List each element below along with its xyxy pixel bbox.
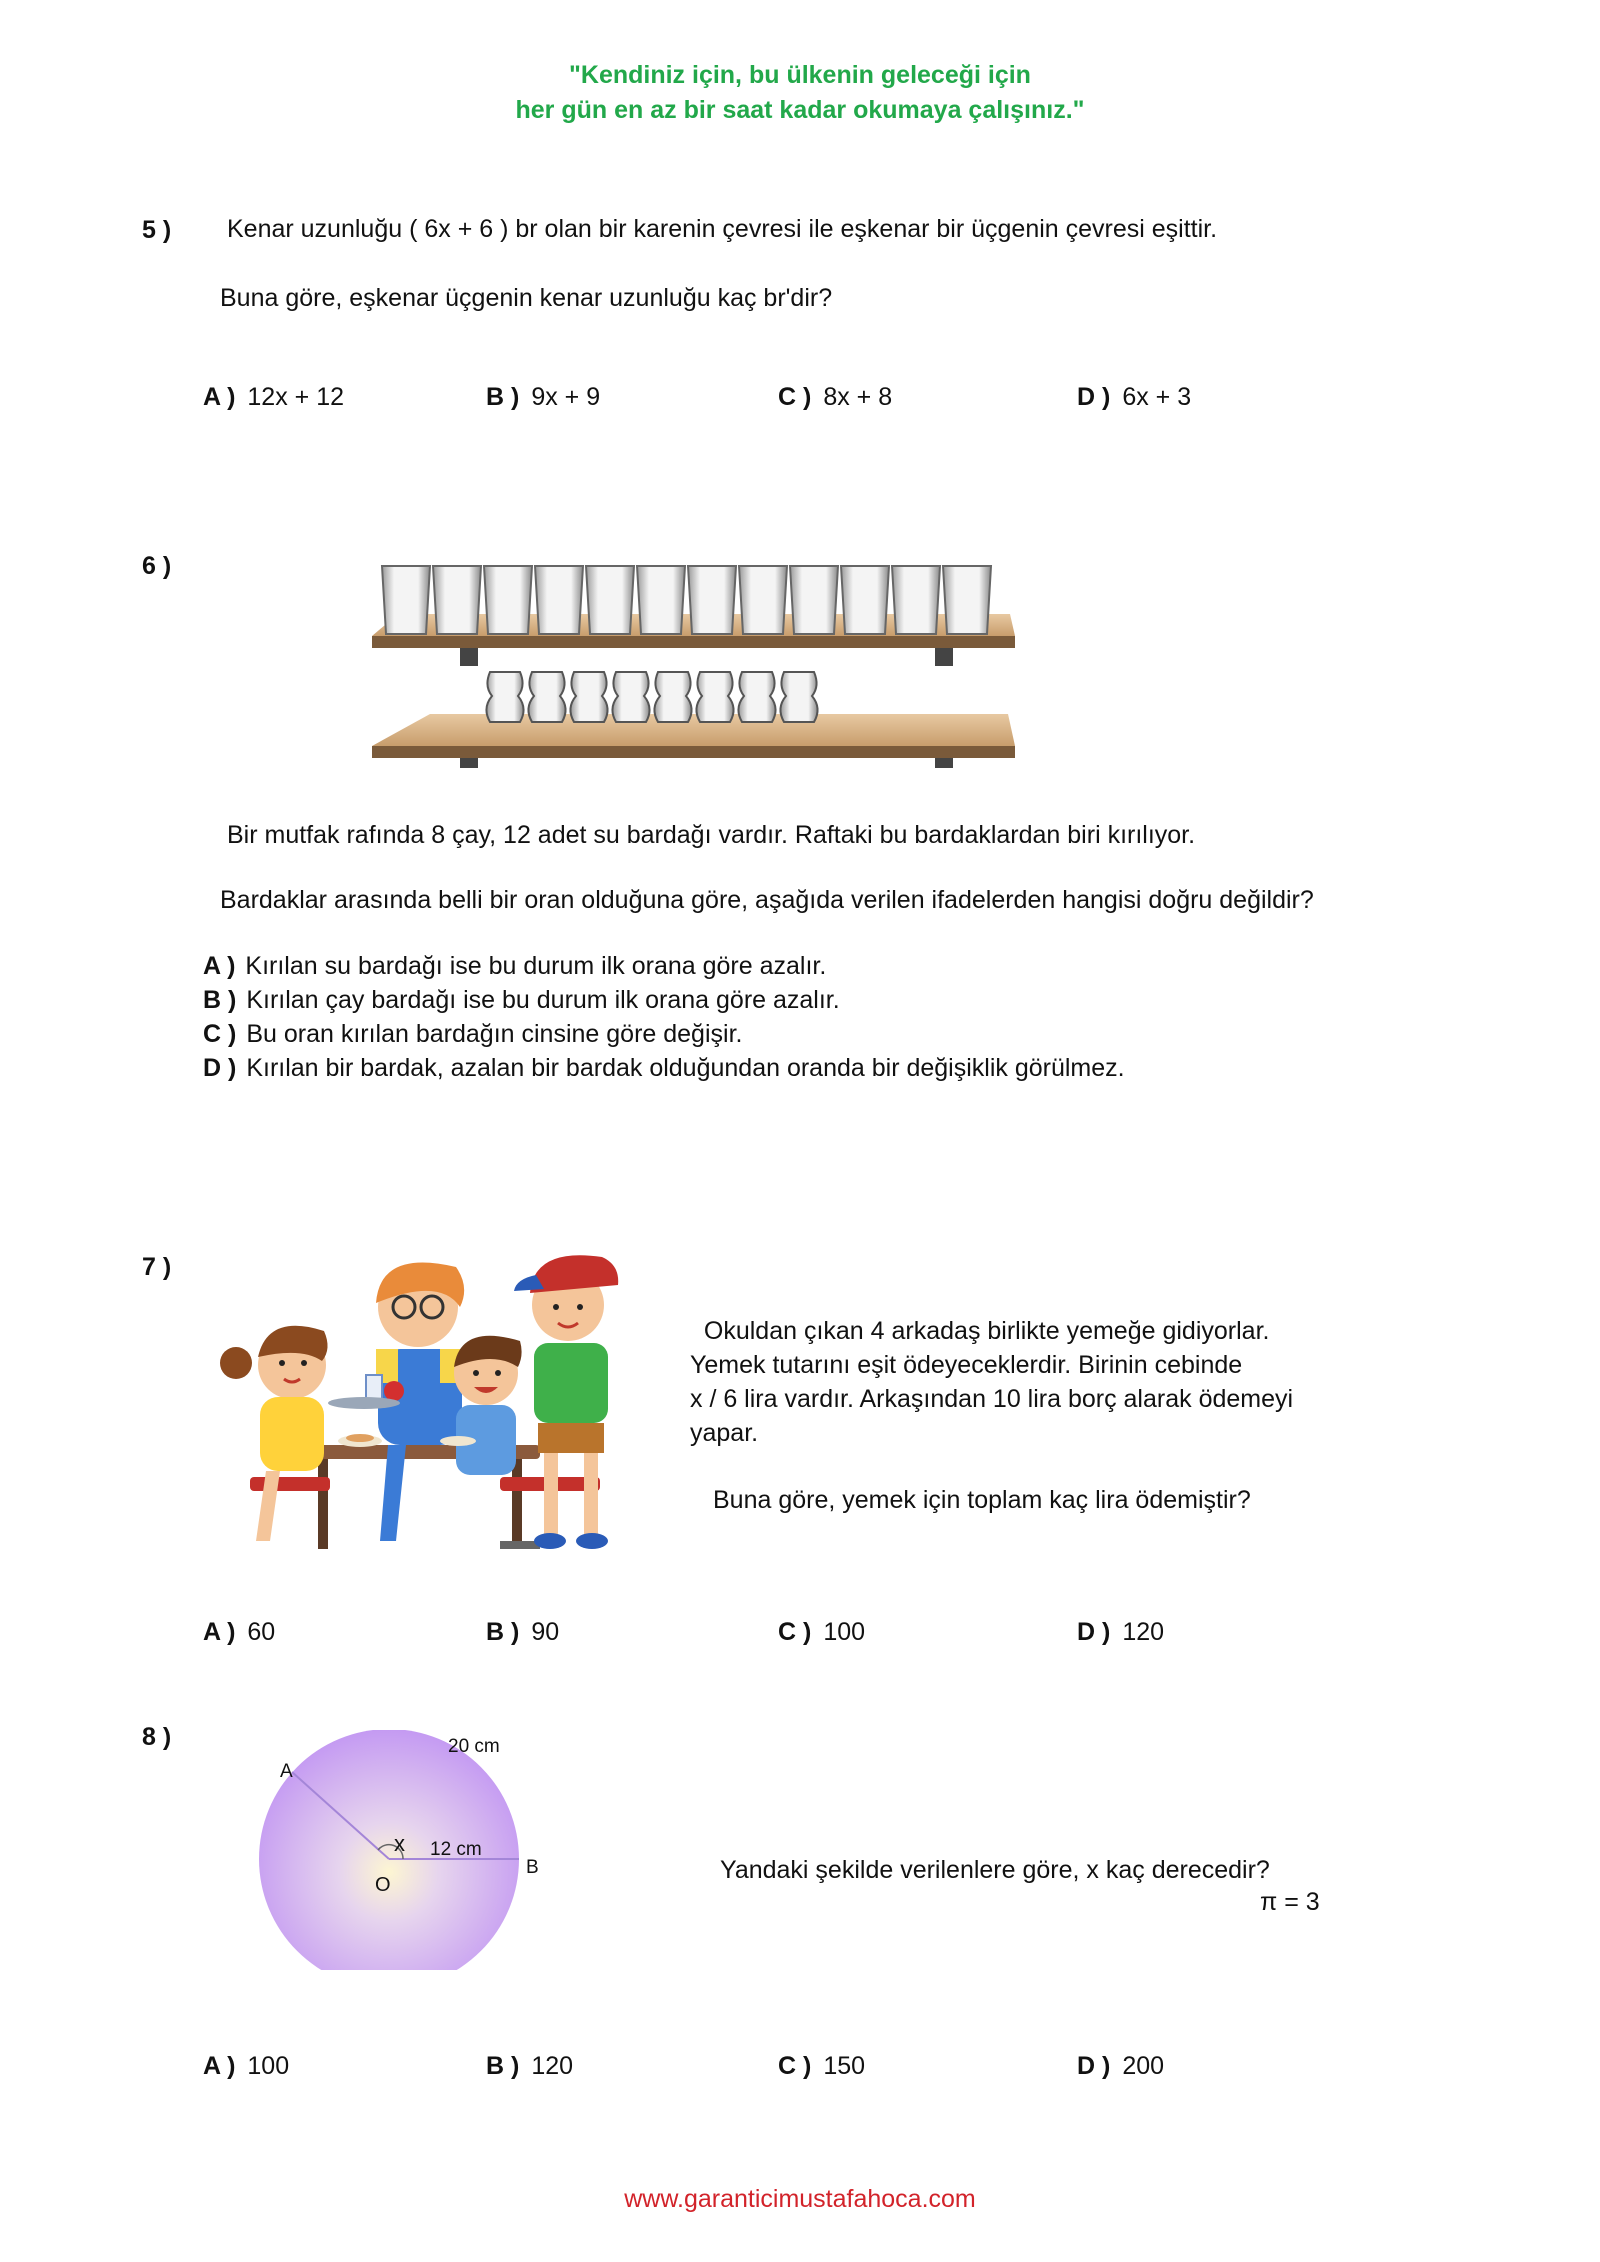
q8-option-d-value: 200 [1122,2052,1165,2080]
question-5-prompt: Buna göre, eşkenar üçgenin kenar uzunluğu kaç br'dir? [220,284,833,312]
question-7-prompt: Buna göre, yemek için toplam kaç lira ödemiştir? [713,1486,1251,1514]
q6-option-a-value: Kırılan su bardağı ise bu durum ilk orana göre azalır. [245,952,827,980]
q8-option-a-value: 100 [247,2052,290,2080]
motto-line-1: "Kendiniz için, bu ülkenin geleceği için [569,61,1031,89]
point-a-label: A [280,1761,293,1782]
children-at-table-image [200,1245,660,1560]
q8-option-a[interactable] [203,2052,289,2081]
q7-option-d[interactable] [1077,1618,1164,1647]
pi-note: π = 3 [1260,1888,1320,1916]
q5-option-b-letter: B ) [486,383,520,411]
q5-option-a[interactable] [203,383,344,412]
q7-option-b-value: 90 [531,1618,560,1646]
q6-option-b-letter: B ) [203,986,237,1014]
q6-option-d-value: Kırılan bir bardak, azalan bir bardak olduğundan oranda bir değişiklik görülmez. [246,1054,1125,1082]
q5-option-b-value: 9x + 9 [531,383,601,411]
question-7-number: 7 ) [142,1253,172,1281]
q6-option-a[interactable] [203,949,826,983]
q8-option-c-value: 150 [823,2052,866,2080]
question-8-prompt: Yandaki şekilde verilenlere göre, x kaç derecedir? [720,1856,1270,1884]
q7-option-b[interactable] [486,1618,559,1647]
q8-option-b[interactable] [486,2052,573,2081]
q7-option-c-letter: C ) [778,1618,812,1646]
q5-option-c-letter: C ) [778,383,812,411]
q6-option-a-letter: A ) [203,952,236,980]
q5-option-d-letter: D ) [1077,383,1111,411]
q6-option-b[interactable] [203,983,840,1017]
q5-option-c[interactable] [778,383,892,412]
circle-figure [250,1730,570,1970]
q5-option-a-value: 12x + 12 [247,383,345,411]
q5-option-b[interactable] [486,383,600,412]
q7-option-c[interactable] [778,1618,865,1647]
q7-option-a-letter: A ) [203,1618,236,1646]
q5-option-d[interactable] [1077,383,1191,412]
q5-option-a-letter: A ) [203,383,236,411]
arc-length-label: 20 cm [448,1736,500,1757]
question-5-number: 5 ) [142,216,172,244]
center-o-label: O [375,1874,391,1896]
q6-option-d[interactable] [203,1051,1125,1085]
question-6-number: 6 ) [142,552,172,580]
q7-option-a[interactable] [203,1618,275,1647]
q6-option-c-value: Bu oran kırılan bardağın cinsine göre değişir. [246,1020,743,1048]
q7-text-line-3: x / 6 lira vardır. Arkaşından 10 lira borç alarak ödemeyi [690,1385,1294,1413]
q6-option-b-value: Kırılan çay bardağı ise bu durum ilk orana göre azalır. [246,986,840,1014]
question-5-text: Kenar uzunluğu ( 6x + 6 ) br olan bir karenin çevresi ile eşkenar bir üçgenin çevresi eşittir. [227,215,1218,243]
radius-label: 12 cm [430,1839,482,1860]
q8-option-a-letter: A ) [203,2052,236,2080]
q8-option-d[interactable] [1077,2052,1164,2081]
q5-option-c-value: 8x + 8 [823,383,893,411]
q8-option-b-value: 120 [531,2052,574,2080]
q6-option-c-letter: C ) [203,1020,237,1048]
question-6-prompt: Bardaklar arasında belli bir oran olduğuna göre, aşağıda verilen ifadelerden hangisi doğru değildir? [220,886,1314,914]
q7-text-line-2: Yemek tutarını eşit ödeyeceklerdir. Birinin cebinde [690,1351,1243,1379]
point-b-label: B [526,1857,539,1878]
q7-option-a-value: 60 [247,1618,276,1646]
q8-option-c-letter: C ) [778,2052,812,2080]
q5-option-d-value: 6x + 3 [1122,383,1192,411]
question-6-text: Bir mutfak rafında 8 çay, 12 adet su bardağı vardır. Raftaki bu bardaklardan biri kırılıyor. [227,821,1196,849]
motto-line-2: her gün en az bir saat kadar okumaya çalışınız." [515,96,1085,124]
q8-option-c[interactable] [778,2052,865,2081]
question-8-number: 8 ) [142,1723,172,1751]
glasses-shelves-image [360,558,1020,768]
q7-option-d-value: 120 [1122,1618,1165,1646]
q6-option-c[interactable] [203,1017,742,1051]
q7-text-line-4: yapar. [690,1419,759,1447]
angle-x-label: x [394,1831,405,1856]
footer-website-link[interactable]: www.garanticimustafahoca.com [624,2185,976,2213]
q7-text-line-1: Okuldan çıkan 4 arkadaş birlikte yemeğe gidiyorlar. [690,1317,1270,1345]
q6-option-d-letter: D ) [203,1054,237,1082]
q7-option-b-letter: B ) [486,1618,520,1646]
q7-option-c-value: 100 [823,1618,866,1646]
q8-option-b-letter: B ) [486,2052,520,2080]
q7-option-d-letter: D ) [1077,1618,1111,1646]
q8-option-d-letter: D ) [1077,2052,1111,2080]
